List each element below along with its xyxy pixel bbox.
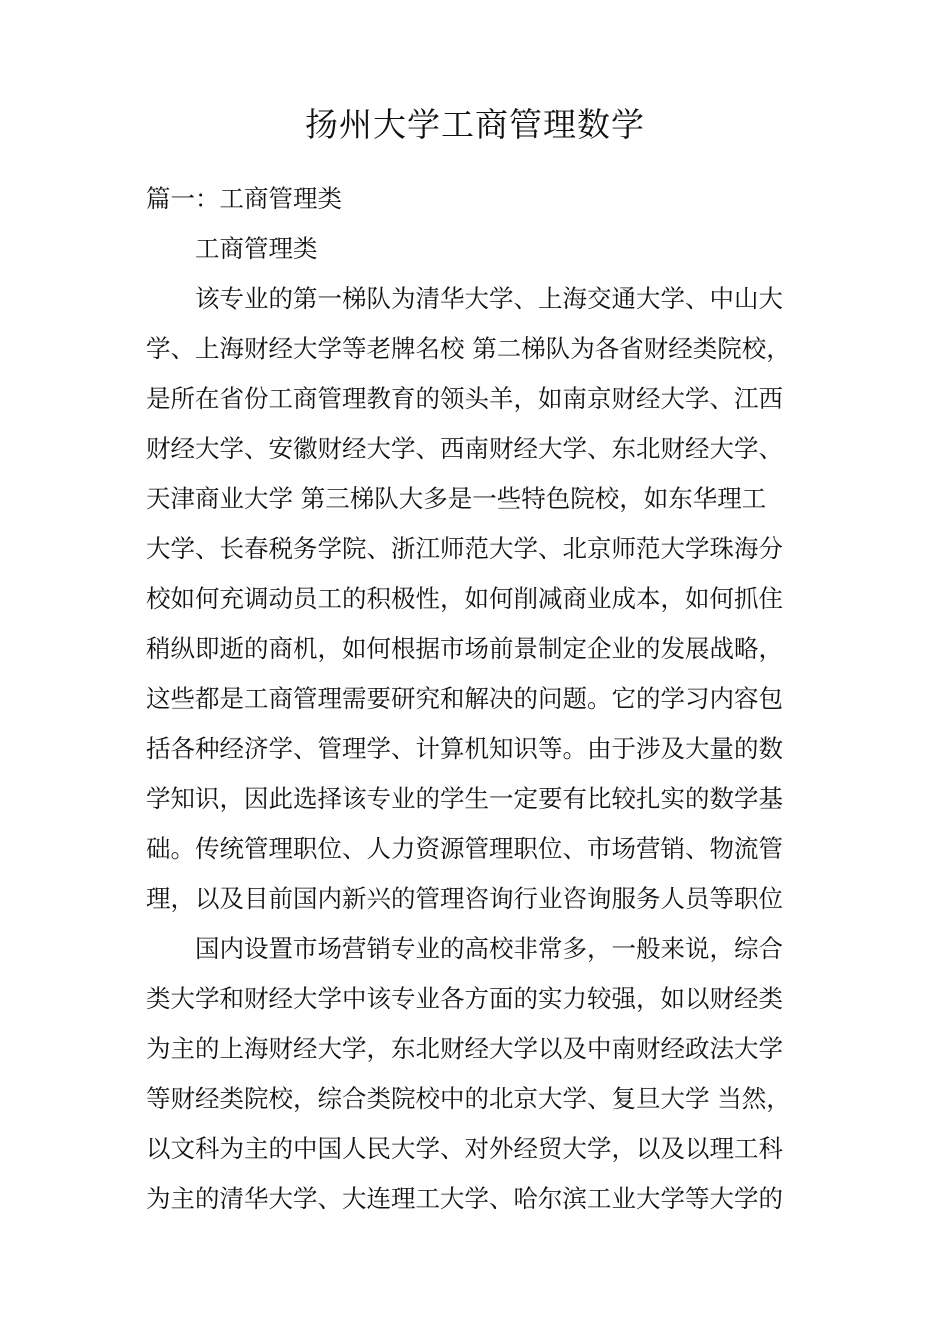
paragraph-2: [146, 924, 826, 1224]
paragraph-line: 这些都是工商管理需要研究和解决的问题。它的学习内容包: [146, 684, 783, 713]
paragraph-line: 校如何充调动员工的积极性，如何削减商业成本，如何抓住: [146, 584, 783, 613]
paragraph-line: 稍纵即逝的商机，如何根据市场前景制定企业的发展战略，: [146, 634, 783, 663]
document-body: [146, 174, 826, 1224]
paragraph-line: 该专业的第一梯队为清华大学、上海交通大学、中山大: [195, 284, 783, 313]
paragraph-line: 以文科为主的中国人民大学、对外经贸大学，以及以理工科: [146, 1134, 783, 1163]
paragraph-line: 础。传统管理职位、人力资源管理职位、市场营销、物流管: [146, 834, 783, 863]
paragraph-1: [146, 274, 826, 924]
paragraph-line: 大学、长春税务学院、浙江师范大学、北京师范大学珠海分: [146, 534, 783, 563]
paragraph-line: 学知识，因此选择该专业的学生一定要有比较扎实的数学基: [146, 784, 783, 813]
paragraph-line: 类大学和财经大学中该专业各方面的实力较强，如以财经类: [146, 984, 783, 1013]
paragraph-line: 国内设置市场营销专业的高校非常多，一般来说，综合: [195, 934, 783, 963]
paragraph-line: 等财经类院校，综合类院校中的北京大学、复旦大学 当然，: [146, 1084, 791, 1113]
paragraph-line: 是所在省份工商管理教育的领头羊，如南京财经大学、江西: [146, 384, 783, 413]
paragraph-line: 括各种经济学、管理学、计算机知识等。由于涉及大量的数: [146, 734, 783, 763]
section-heading: 篇一：工商管理类: [146, 184, 342, 213]
subheading: 工商管理类: [195, 234, 318, 263]
document-title: 扬州大学工商管理数学: [305, 105, 645, 144]
paragraph-line: 财经大学、安徽财经大学、西南财经大学、东北财经大学、: [146, 434, 783, 463]
paragraph-line: 为主的上海财经大学，东北财经大学以及中南财经政法大学: [146, 1034, 783, 1063]
paragraph-line: 理，以及目前国内新兴的管理咨询行业咨询服务人员等职位: [146, 884, 783, 913]
paragraph-line: 为主的清华大学、大连理工大学、哈尔滨工业大学等大学的: [146, 1184, 783, 1213]
paragraph-line: 学、上海财经大学等老牌名校 第二梯队为各省财经类院校，: [146, 334, 791, 363]
paragraph-line: 天津商业大学 第三梯队大多是一些特色院校，如东华理工: [146, 484, 767, 513]
